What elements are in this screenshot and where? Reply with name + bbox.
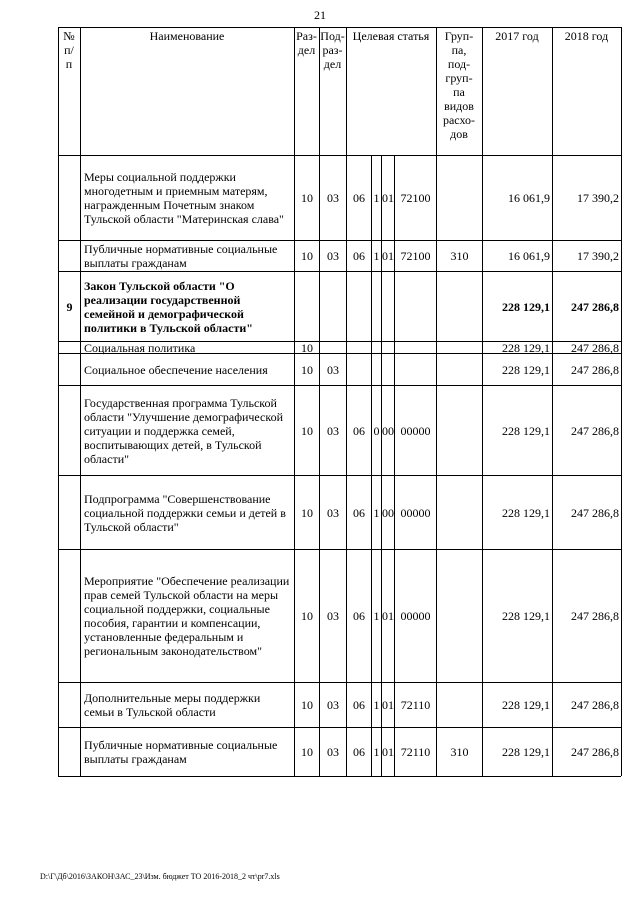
num-cell: [59, 476, 80, 549]
page-number: 21: [314, 8, 326, 22]
year2017-cell: 16 061,9: [508, 249, 550, 263]
target-seg2-cell: 1: [373, 191, 380, 205]
group-cell: [437, 272, 482, 341]
podrazdel-cell: [320, 342, 346, 353]
razdel-cell: 10: [301, 340, 313, 355]
razdel-cell: 10: [301, 609, 313, 623]
razdel-cell: 10: [301, 191, 313, 205]
razdel-cell: 10: [301, 745, 313, 759]
podrazdel-cell: 03: [327, 698, 339, 712]
target-seg3-cell: 01: [382, 249, 394, 263]
year2018-cell: 17 390,2: [577, 191, 619, 205]
target-seg1-cell: 06: [353, 249, 365, 263]
target-seg3-cell: [382, 272, 394, 341]
name-cell: Государственная программа Тульской области "Улучшение демографической ситуации и поддержка семей, воспитывающих детей, в Тульской области": [84, 395, 284, 466]
group-cell: [437, 156, 482, 240]
year2018-cell: 247 286,8: [571, 423, 619, 438]
target-seg4-cell: 00000: [400, 423, 431, 438]
year2017-cell: 228 129,1: [502, 362, 550, 377]
target-seg3-cell: [382, 342, 394, 353]
group-cell: [437, 386, 482, 475]
header-year-2018: 2018 год: [564, 29, 609, 43]
target-seg4-cell: [395, 272, 436, 341]
razdel-cell: 10: [301, 423, 313, 438]
group-cell: [437, 550, 482, 682]
name-cell: Публичные нормативные социальные выплаты гражданам: [84, 242, 278, 270]
header-num: № п/ п: [63, 29, 75, 71]
target-seg3-cell: [382, 354, 394, 385]
podrazdel-cell: 03: [327, 745, 339, 759]
name-cell: Закон Тульской области "О реализации государственной семейной и демографической политики в Тульской области": [84, 278, 253, 335]
table-border-bottom: [58, 776, 621, 777]
target-seg4-cell: 00000: [400, 609, 431, 623]
group-cell: 310: [450, 745, 469, 759]
target-seg1-cell: [347, 342, 371, 353]
podrazdel-cell: 03: [327, 609, 339, 623]
header-razdel: Раз- дел: [296, 29, 317, 57]
num-cell: [59, 241, 80, 271]
year2018-cell: 247 286,8: [571, 299, 619, 314]
target-seg4-cell: [395, 354, 436, 385]
num-cell: 9: [66, 299, 73, 314]
num-cell: [59, 683, 80, 727]
num-cell: [59, 156, 80, 240]
target-seg1-cell: 06: [353, 423, 365, 438]
group-cell: [437, 683, 482, 727]
year2018-cell: 247 286,8: [571, 340, 619, 355]
year2017-cell: 228 129,1: [502, 505, 550, 520]
target-seg2-cell: 1: [373, 505, 380, 520]
table-border-right: [621, 27, 622, 776]
name-cell: Подпрограмма "Совершенствование социальной поддержки семьи и детей в Тульской области": [84, 491, 286, 534]
target-seg1-cell: 06: [353, 609, 365, 623]
group-cell: [437, 354, 482, 385]
num-cell: [59, 354, 80, 385]
year2017-cell: 16 061,9: [508, 191, 550, 205]
year2017-cell: 228 129,1: [502, 698, 550, 712]
razdel-cell: 10: [301, 698, 313, 712]
year2018-cell: 17 390,2: [577, 249, 619, 263]
podrazdel-cell: 03: [327, 423, 339, 438]
target-seg3-cell: 01: [382, 745, 394, 759]
year2017-cell: 228 129,1: [502, 340, 550, 355]
target-seg2-cell: 1: [373, 249, 380, 263]
header-podrazdel: Под- раз- дел: [320, 29, 345, 71]
name-cell: Мероприятие "Обеспечение реализации прав семей Тульской области на меры социальной поддержки, социальные пособия, гарантии и компенсации, установленные федеральным и региональным законодательством": [84, 574, 290, 658]
year2017-cell: 228 129,1: [502, 609, 550, 623]
target-seg2-cell: 1: [373, 698, 380, 712]
razdel-cell: 10: [301, 362, 313, 377]
target-seg2-cell: [372, 342, 381, 353]
target-seg2-cell: 0: [373, 423, 380, 438]
year2017-cell: 228 129,1: [502, 299, 550, 314]
podrazdel-cell: [320, 272, 346, 341]
table-border-top: [58, 27, 621, 28]
name-cell: Дополнительные меры поддержки семьи в Тульской области: [84, 691, 261, 719]
podrazdel-cell: 03: [327, 191, 339, 205]
target-seg3-cell: 01: [382, 698, 394, 712]
target-seg4-cell: 72110: [400, 745, 431, 759]
group-cell: [437, 342, 482, 353]
group-cell: [437, 476, 482, 549]
target-seg2-cell: [372, 272, 381, 341]
num-cell: [59, 550, 80, 682]
file-path-footer: D:\Г\Дб\2016\ЗАКОН\ЗАС_23\Изм. бюджет ТО 2016-2018_2 чт\pr7.xls: [40, 872, 280, 881]
target-seg1-cell: [347, 354, 371, 385]
target-seg1-cell: 06: [353, 745, 365, 759]
year2018-cell: 247 286,8: [571, 505, 619, 520]
razdel-cell: 10: [301, 249, 313, 263]
header-name: Наименование: [149, 29, 225, 43]
budget-table: [58, 27, 621, 776]
target-seg3-cell: 01: [382, 191, 394, 205]
podrazdel-cell: 03: [327, 505, 339, 520]
name-cell: Социальное обеспечение населения: [84, 362, 268, 377]
target-seg2-cell: 1: [373, 745, 380, 759]
target-seg4-cell: 72100: [400, 249, 431, 263]
razdel-cell: 10: [301, 505, 313, 520]
year2018-cell: 247 286,8: [571, 698, 619, 712]
header-year-2017: 2017 год: [495, 29, 539, 43]
name-cell: Социальная политика: [84, 340, 196, 355]
razdel-cell: [295, 272, 319, 341]
year2017-cell: 228 129,1: [502, 745, 550, 759]
name-cell: Публичные нормативные социальные выплаты гражданам: [84, 738, 278, 766]
target-seg3-cell: 01: [382, 609, 394, 623]
target-seg4-cell: [395, 342, 436, 353]
num-cell: [59, 386, 80, 475]
num-cell: [59, 728, 80, 776]
name-cell: Меры социальной поддержки многодетным и приемным матерям, награжденным Почетным знаком Тульской области "Материнская слава": [84, 170, 284, 226]
header-target-article: Целевая статья: [352, 29, 430, 43]
header-group: Груп- па, под- груп- па видов расхо- дов: [442, 29, 476, 141]
year2018-cell: 247 286,8: [571, 609, 619, 623]
target-seg4-cell: 72100: [400, 191, 431, 205]
target-seg3-cell: 00: [382, 423, 394, 438]
year2017-cell: 228 129,1: [502, 423, 550, 438]
target-seg1-cell: 06: [353, 505, 365, 520]
target-seg2-cell: [372, 354, 381, 385]
target-seg3-cell: 00: [382, 505, 394, 520]
target-seg1-cell: [347, 272, 371, 341]
target-seg4-cell: 72110: [400, 698, 431, 712]
target-seg1-cell: 06: [353, 698, 365, 712]
year2018-cell: 247 286,8: [571, 362, 619, 377]
group-cell: 310: [450, 249, 469, 263]
podrazdel-cell: 03: [327, 249, 339, 263]
target-seg4-cell: 00000: [400, 505, 431, 520]
num-cell: [59, 342, 80, 353]
year2018-cell: 247 286,8: [571, 745, 619, 759]
podrazdel-cell: 03: [327, 362, 339, 377]
target-seg2-cell: 1: [373, 609, 380, 623]
target-seg1-cell: 06: [353, 191, 365, 205]
